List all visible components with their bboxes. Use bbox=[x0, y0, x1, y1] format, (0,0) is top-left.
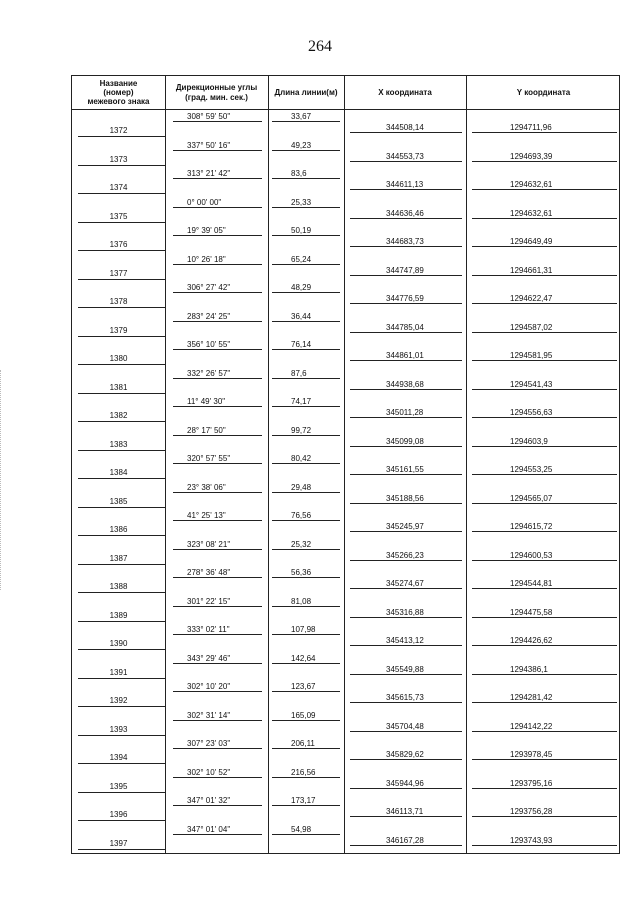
underline bbox=[472, 759, 617, 760]
x-coordinate: 344747,89 bbox=[386, 265, 424, 275]
underline bbox=[472, 360, 617, 361]
y-coordinate: 1294386,1 bbox=[510, 664, 548, 674]
x-coordinate: 344683,73 bbox=[386, 237, 424, 246]
marker-name: 1381 bbox=[109, 382, 128, 392]
line-length: 107,98 bbox=[291, 625, 316, 634]
y-coordinate: 1294587,02 bbox=[510, 322, 553, 332]
line-length: 49,23 bbox=[291, 140, 312, 150]
line-length: 206,11 bbox=[291, 739, 315, 748]
x-coordinate: 345704,48 bbox=[386, 721, 424, 731]
marker-name: 1397 bbox=[109, 838, 128, 848]
underline bbox=[78, 478, 165, 479]
marker-name: 1378 bbox=[109, 297, 128, 306]
underline bbox=[78, 763, 165, 764]
underline bbox=[472, 617, 617, 618]
underline bbox=[78, 820, 165, 821]
header-angle bbox=[165, 76, 268, 109]
marker-name: 1376 bbox=[109, 240, 128, 249]
underline bbox=[350, 845, 462, 846]
line-length: 165,09 bbox=[291, 710, 316, 720]
underline bbox=[350, 474, 462, 475]
line-length: 142,64 bbox=[291, 653, 316, 663]
underline bbox=[350, 531, 462, 532]
underline bbox=[78, 792, 165, 793]
underline bbox=[78, 450, 165, 451]
underline bbox=[472, 446, 617, 447]
header-x: X координата bbox=[378, 87, 432, 97]
underline bbox=[173, 292, 262, 293]
underline bbox=[78, 735, 165, 736]
underline bbox=[350, 417, 462, 418]
direction-angle: 41° 25' 13" bbox=[187, 511, 226, 520]
direction-angle: 278° 36' 48" bbox=[187, 568, 231, 577]
underline bbox=[78, 592, 165, 593]
line-length: 76,56 bbox=[291, 511, 312, 520]
header-name-line: межевого знака bbox=[87, 97, 150, 107]
underline bbox=[78, 649, 165, 650]
underline bbox=[272, 207, 340, 208]
underline bbox=[173, 777, 262, 778]
direction-angle: 23° 38' 06" bbox=[187, 482, 226, 492]
underline bbox=[350, 788, 462, 789]
direction-angle: 0° 00' 00" bbox=[187, 197, 222, 207]
underline bbox=[350, 218, 462, 219]
direction-angle: 306° 27' 42" bbox=[187, 283, 231, 292]
line-length: 76,14 bbox=[291, 340, 312, 349]
header-name-line: (номер) bbox=[103, 87, 134, 97]
direction-angle: 347° 01' 04" bbox=[187, 824, 231, 834]
underline bbox=[78, 364, 165, 365]
y-coordinate: 1294661,31 bbox=[510, 265, 553, 275]
underline bbox=[472, 588, 617, 589]
underline bbox=[173, 634, 262, 635]
direction-angle: 10° 26' 18" bbox=[187, 254, 226, 264]
underline bbox=[472, 531, 617, 532]
line-length: 65,24 bbox=[291, 254, 312, 264]
underline bbox=[272, 349, 340, 350]
column-divider bbox=[344, 76, 345, 853]
underline bbox=[472, 845, 617, 846]
x-coordinate: 344938,68 bbox=[386, 379, 424, 389]
underline bbox=[173, 549, 262, 550]
column-divider bbox=[165, 76, 166, 853]
header-name-line: Название bbox=[99, 78, 138, 88]
y-coordinate: 1294581,95 bbox=[510, 351, 553, 360]
y-coordinate: 1294426,62 bbox=[510, 636, 553, 645]
direction-angle: 307° 23' 03" bbox=[187, 739, 231, 748]
x-coordinate: 346167,28 bbox=[386, 835, 424, 845]
underline bbox=[472, 731, 617, 732]
direction-angle: 19° 39' 05" bbox=[187, 226, 226, 235]
underline bbox=[472, 788, 617, 789]
x-coordinate: 345829,62 bbox=[386, 750, 424, 759]
underline bbox=[472, 218, 617, 219]
x-coordinate: 345245,97 bbox=[386, 522, 424, 531]
x-coordinate: 344776,59 bbox=[386, 294, 424, 303]
underline bbox=[472, 674, 617, 675]
x-coordinate: 345011,28 bbox=[386, 408, 424, 417]
header-angle-line: (град. мин. сек.) bbox=[185, 92, 248, 102]
line-length: 74,17 bbox=[291, 397, 312, 406]
underline bbox=[78, 336, 165, 337]
line-length: 25,32 bbox=[291, 539, 312, 549]
underline bbox=[272, 378, 340, 379]
y-coordinate: 1293978,45 bbox=[510, 750, 553, 759]
underline bbox=[78, 621, 165, 622]
line-length: 36,44 bbox=[291, 311, 312, 321]
marker-name: 1389 bbox=[109, 610, 128, 620]
header-name bbox=[72, 76, 165, 109]
underline bbox=[173, 520, 262, 521]
line-length: 25,33 bbox=[291, 197, 312, 207]
direction-angle: 283° 24' 25" bbox=[187, 311, 231, 321]
underline bbox=[350, 702, 462, 703]
underline bbox=[173, 349, 262, 350]
direction-angle: 332° 26' 57" bbox=[187, 368, 231, 378]
y-coordinate: 1294649,49 bbox=[510, 237, 553, 246]
coordinates-table bbox=[71, 75, 620, 854]
underline bbox=[272, 435, 340, 436]
underline bbox=[272, 406, 340, 407]
y-coordinate: 1294541,43 bbox=[510, 379, 553, 389]
underline bbox=[350, 674, 462, 675]
underline bbox=[350, 332, 462, 333]
underline bbox=[272, 178, 340, 179]
underline bbox=[173, 264, 262, 265]
x-coordinate: 344553,73 bbox=[386, 151, 424, 161]
underline bbox=[173, 834, 262, 835]
underline bbox=[472, 474, 617, 475]
underline bbox=[272, 691, 340, 692]
underline bbox=[350, 446, 462, 447]
line-length: 33,67 bbox=[291, 112, 312, 121]
underline bbox=[472, 275, 617, 276]
underline bbox=[350, 816, 462, 817]
underline bbox=[78, 193, 165, 194]
underline bbox=[272, 606, 340, 607]
underline bbox=[472, 303, 617, 304]
x-coordinate: 345615,73 bbox=[386, 693, 424, 702]
underline bbox=[272, 321, 340, 322]
underline bbox=[272, 720, 340, 721]
marker-name: 1383 bbox=[109, 439, 128, 449]
direction-angle: 333° 02' 11" bbox=[187, 625, 230, 634]
underline bbox=[78, 250, 165, 251]
direction-angle: 301° 22' 15" bbox=[187, 596, 231, 606]
underline bbox=[350, 588, 462, 589]
line-length: 56,36 bbox=[291, 568, 312, 577]
direction-angle: 28° 17' 50" bbox=[187, 425, 226, 435]
underline bbox=[272, 492, 340, 493]
direction-angle: 343° 29' 46" bbox=[187, 653, 231, 663]
x-coordinate: 345944,96 bbox=[386, 778, 424, 788]
underline bbox=[78, 507, 165, 508]
x-coordinate: 345274,67 bbox=[386, 579, 424, 588]
underline bbox=[472, 246, 617, 247]
underline bbox=[272, 292, 340, 293]
direction-angle: 308° 59' 50" bbox=[187, 112, 231, 121]
x-coordinate: 344785,04 bbox=[386, 322, 424, 332]
header-y: Y координата bbox=[516, 87, 571, 97]
underline bbox=[350, 731, 462, 732]
underline bbox=[272, 834, 340, 835]
underline bbox=[272, 235, 340, 236]
y-coordinate: 1294565,07 bbox=[510, 493, 553, 503]
underline bbox=[272, 634, 340, 635]
underline bbox=[472, 702, 617, 703]
underline bbox=[78, 849, 165, 850]
y-coordinate: 1293743,93 bbox=[510, 835, 553, 845]
x-coordinate: 344861,01 bbox=[386, 351, 424, 360]
marker-name: 1386 bbox=[109, 525, 128, 534]
underline bbox=[173, 207, 262, 208]
line-length: 48,29 bbox=[291, 283, 312, 292]
underline bbox=[173, 150, 262, 151]
underline bbox=[472, 132, 617, 133]
underline bbox=[272, 150, 340, 151]
line-length: 81,08 bbox=[291, 596, 312, 606]
underline bbox=[78, 165, 165, 166]
x-coordinate: 345316,88 bbox=[386, 607, 424, 617]
x-coordinate: 344508,14 bbox=[386, 123, 424, 132]
underline bbox=[173, 235, 262, 236]
y-coordinate: 1293795,16 bbox=[510, 778, 553, 788]
marker-name: 1384 bbox=[109, 468, 128, 477]
marker-name: 1395 bbox=[109, 781, 128, 791]
y-coordinate: 1294632,61 bbox=[510, 208, 553, 218]
line-length: 123,67 bbox=[291, 682, 316, 691]
underline bbox=[173, 606, 262, 607]
underline bbox=[173, 463, 262, 464]
direction-angle: 320° 57' 55" bbox=[187, 454, 231, 463]
marker-name: 1375 bbox=[109, 211, 128, 221]
underline bbox=[272, 520, 340, 521]
underline bbox=[173, 805, 262, 806]
y-coordinate: 1294281,42 bbox=[510, 693, 553, 702]
underline bbox=[173, 492, 262, 493]
underline bbox=[272, 777, 340, 778]
direction-angle: 302° 10' 20" bbox=[187, 682, 231, 691]
line-length: 50,19 bbox=[291, 226, 312, 235]
marker-name: 1391 bbox=[109, 667, 128, 677]
underline bbox=[472, 503, 617, 504]
marker-name: 1390 bbox=[109, 639, 128, 648]
underline bbox=[173, 748, 262, 749]
header-divider bbox=[72, 109, 619, 110]
y-coordinate: 1293756,28 bbox=[510, 807, 553, 816]
underline bbox=[173, 691, 262, 692]
line-length: 80,42 bbox=[291, 454, 312, 463]
column-divider bbox=[268, 76, 269, 853]
underline bbox=[78, 564, 165, 565]
direction-angle: 323° 08' 21" bbox=[187, 539, 231, 549]
underline bbox=[272, 577, 340, 578]
underline bbox=[350, 617, 462, 618]
direction-angle: 313° 21' 42" bbox=[187, 169, 231, 178]
underline bbox=[472, 189, 617, 190]
underline bbox=[78, 678, 165, 679]
marker-name: 1380 bbox=[109, 354, 128, 363]
underline bbox=[173, 406, 262, 407]
x-coordinate: 345266,23 bbox=[386, 550, 424, 560]
underline bbox=[350, 246, 462, 247]
underline bbox=[350, 303, 462, 304]
x-coordinate: 345161,55 bbox=[386, 465, 424, 474]
line-length: 83,6 bbox=[291, 169, 307, 178]
x-coordinate: 346113,71 bbox=[386, 807, 424, 816]
underline bbox=[78, 136, 165, 137]
underline bbox=[350, 189, 462, 190]
marker-name: 1394 bbox=[109, 753, 128, 762]
underline bbox=[78, 279, 165, 280]
underline bbox=[173, 178, 262, 179]
header-angle-line: Дирекционные углы bbox=[175, 83, 258, 93]
y-coordinate: 1294553,25 bbox=[510, 465, 553, 474]
direction-angle: 347° 01' 32" bbox=[187, 796, 231, 805]
underline bbox=[472, 560, 617, 561]
page-number: 264 bbox=[308, 38, 332, 55]
underline bbox=[350, 503, 462, 504]
underline bbox=[78, 222, 165, 223]
direction-angle: 11° 49' 30" bbox=[187, 397, 226, 406]
underline bbox=[173, 720, 262, 721]
y-coordinate: 1294693,39 bbox=[510, 151, 553, 161]
marker-name: 1372 bbox=[109, 126, 128, 135]
underline bbox=[272, 549, 340, 550]
marker-name: 1379 bbox=[109, 325, 128, 335]
underline bbox=[350, 161, 462, 162]
underline bbox=[350, 560, 462, 561]
y-coordinate: 1294544,81 bbox=[510, 579, 553, 588]
underline bbox=[350, 759, 462, 760]
direction-angle: 356° 10' 55" bbox=[187, 340, 231, 349]
x-coordinate: 345549,88 bbox=[386, 664, 424, 674]
underline bbox=[472, 417, 617, 418]
marker-name: 1382 bbox=[109, 411, 128, 420]
direction-angle: 302° 10' 52" bbox=[187, 767, 231, 777]
line-length: 29,48 bbox=[291, 482, 312, 492]
marker-name: 1388 bbox=[109, 582, 128, 591]
underline bbox=[78, 393, 165, 394]
underline bbox=[350, 275, 462, 276]
underline bbox=[350, 645, 462, 646]
x-coordinate: 345188,56 bbox=[386, 493, 424, 503]
y-coordinate: 1294475,58 bbox=[510, 607, 553, 617]
line-length: 54,98 bbox=[291, 824, 312, 834]
underline bbox=[173, 121, 262, 122]
underline bbox=[350, 132, 462, 133]
x-coordinate: 344636,46 bbox=[386, 208, 424, 218]
underline bbox=[272, 748, 340, 749]
underline bbox=[350, 389, 462, 390]
underline bbox=[472, 645, 617, 646]
underline bbox=[173, 378, 262, 379]
underline bbox=[272, 463, 340, 464]
underline bbox=[173, 663, 262, 664]
x-coordinate: 344611,13 bbox=[386, 180, 424, 189]
underline bbox=[173, 577, 262, 578]
underline bbox=[78, 421, 165, 422]
underline bbox=[272, 121, 340, 122]
underline bbox=[173, 321, 262, 322]
marker-name: 1373 bbox=[109, 154, 128, 164]
marker-name: 1374 bbox=[109, 183, 128, 192]
underline bbox=[472, 389, 617, 390]
scan-edge-mark bbox=[0, 370, 4, 590]
y-coordinate: 1294556,63 bbox=[510, 408, 553, 417]
marker-name: 1387 bbox=[109, 553, 128, 563]
marker-name: 1385 bbox=[109, 496, 128, 506]
header-length: Длина линии(м) bbox=[274, 87, 338, 97]
y-coordinate: 1294622,47 bbox=[510, 294, 553, 303]
underline bbox=[472, 332, 617, 333]
underline bbox=[173, 435, 262, 436]
y-coordinate: 1294632,61 bbox=[510, 180, 553, 189]
underline bbox=[272, 264, 340, 265]
underline bbox=[272, 805, 340, 806]
y-coordinate: 1294142,22 bbox=[510, 721, 553, 731]
underline bbox=[78, 307, 165, 308]
underline bbox=[472, 816, 617, 817]
y-coordinate: 1294615,72 bbox=[510, 522, 553, 531]
line-length: 99,72 bbox=[291, 425, 312, 435]
y-coordinate: 1294600,53 bbox=[510, 550, 553, 560]
line-length: 216,56 bbox=[291, 767, 316, 777]
x-coordinate: 345099,08 bbox=[386, 436, 424, 446]
line-length: 87,6 bbox=[291, 368, 307, 378]
direction-angle: 337° 50' 16" bbox=[187, 140, 231, 150]
underline bbox=[472, 161, 617, 162]
marker-name: 1392 bbox=[109, 696, 128, 705]
line-length: 173,17 bbox=[291, 796, 316, 805]
y-coordinate: 1294711,96 bbox=[510, 123, 552, 132]
underline bbox=[78, 706, 165, 707]
underline bbox=[272, 663, 340, 664]
underline bbox=[78, 535, 165, 536]
x-coordinate: 345413,12 bbox=[386, 636, 424, 645]
marker-name: 1396 bbox=[109, 810, 128, 819]
marker-name: 1377 bbox=[109, 268, 128, 278]
y-coordinate: 1294603,9 bbox=[510, 436, 548, 446]
direction-angle: 302° 31' 14" bbox=[187, 710, 231, 720]
underline bbox=[350, 360, 462, 361]
column-divider bbox=[466, 76, 467, 853]
marker-name: 1393 bbox=[109, 724, 128, 734]
